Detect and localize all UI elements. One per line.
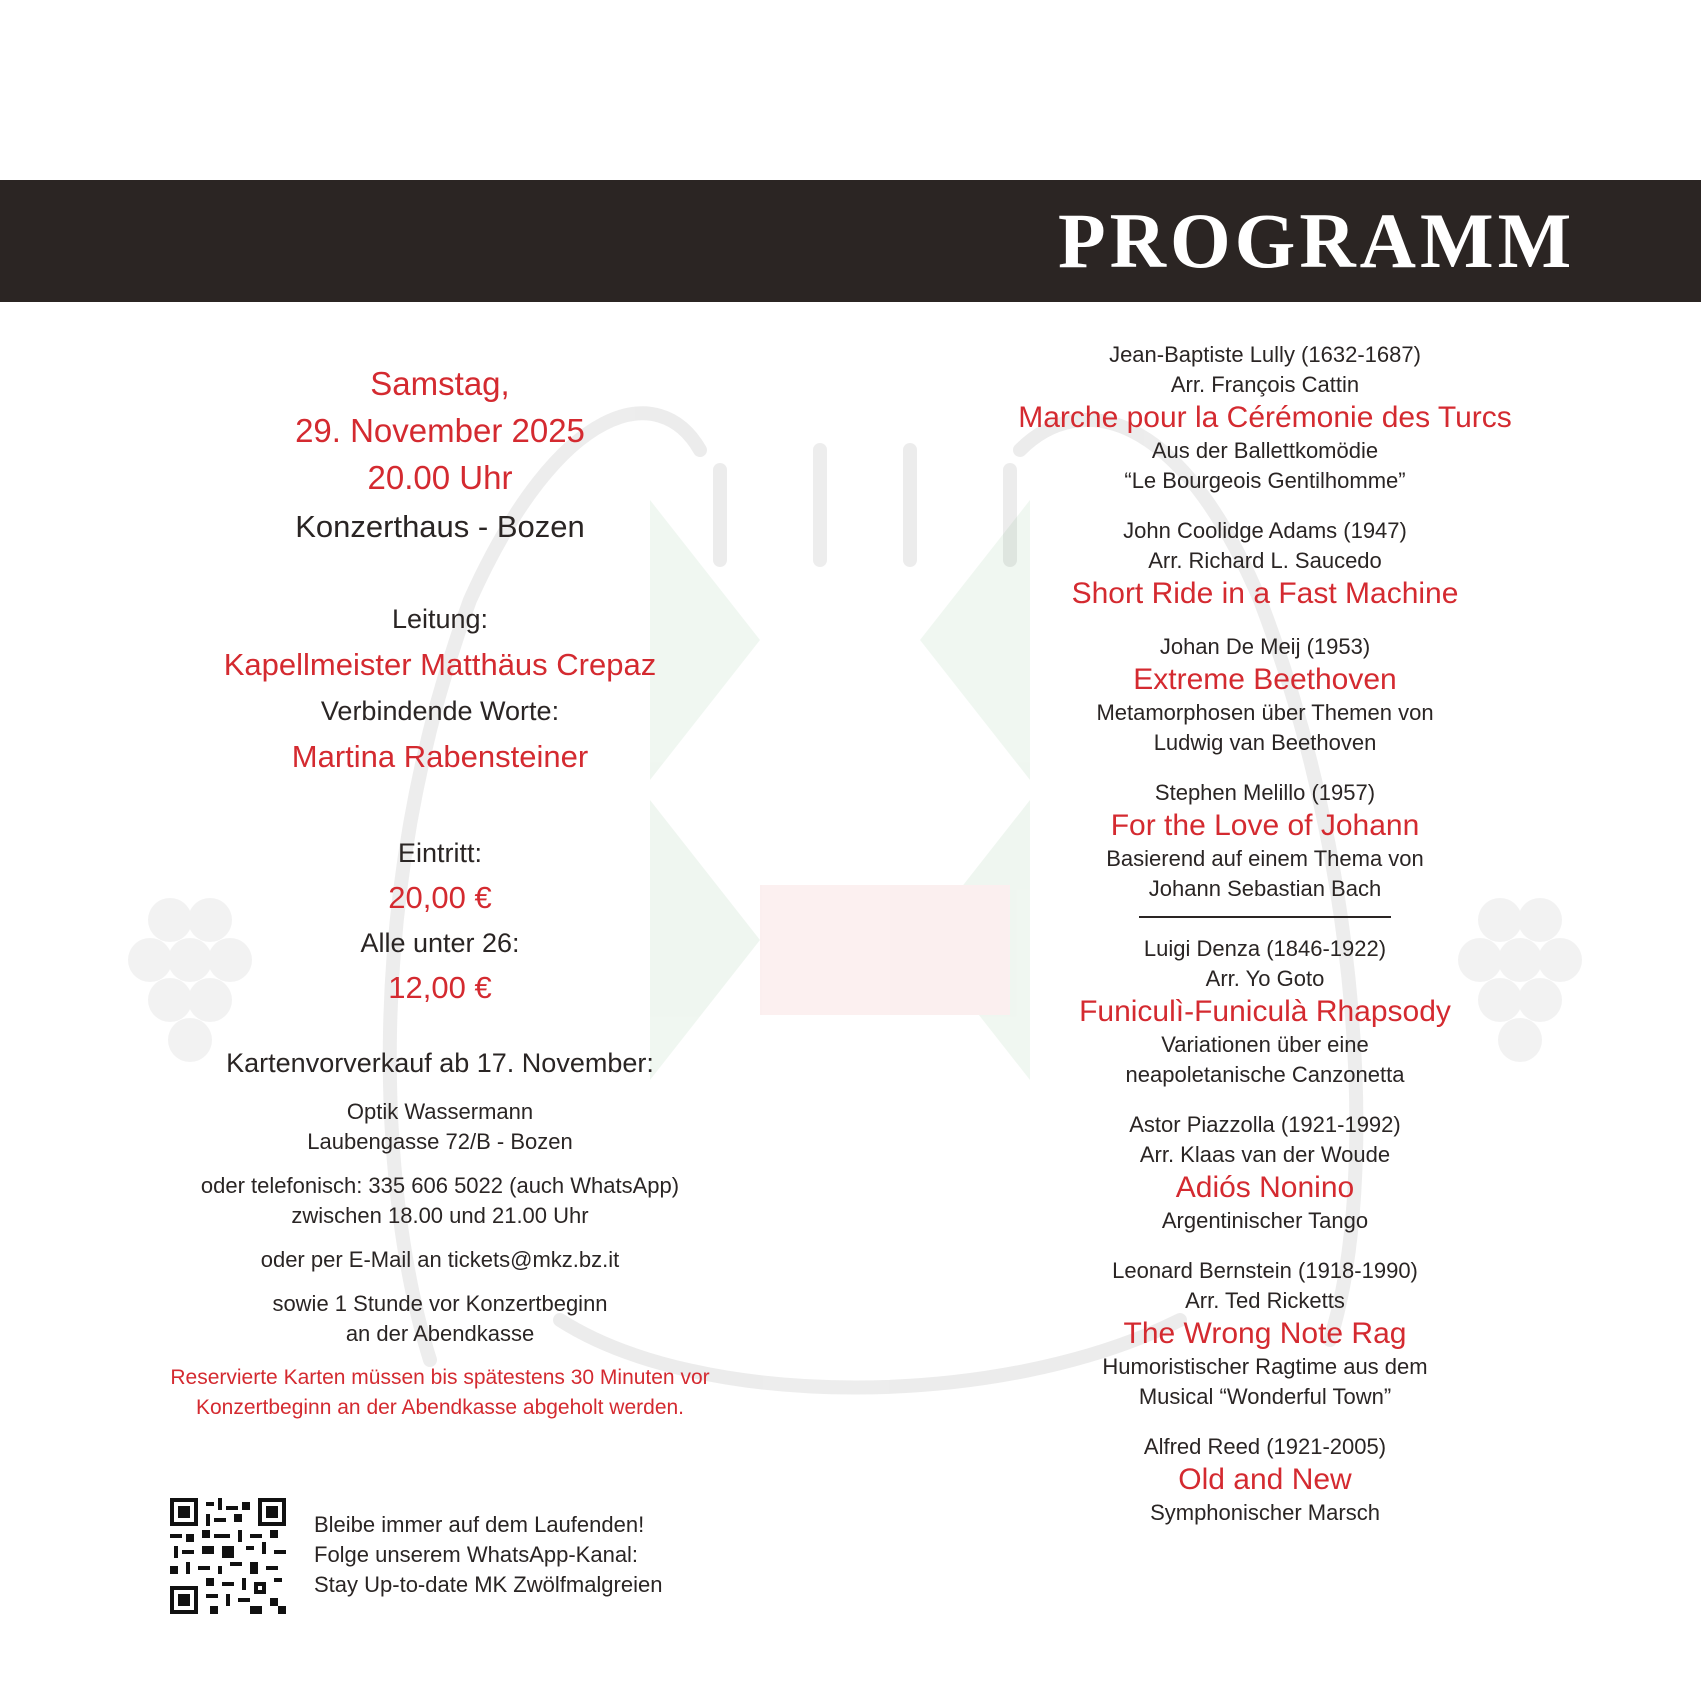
event-venue: Konzerthaus - Bozen	[295, 509, 585, 544]
eintritt-price: 20,00 €	[388, 880, 492, 915]
shop-name: Optik Wassermann	[346, 1099, 534, 1124]
composer: Jean-Baptiste Lully (1632-1687)	[1109, 342, 1421, 367]
composer: Johan De Meij (1953)	[1159, 634, 1371, 659]
piece-description: Aus der Ballettkomödie	[1151, 438, 1379, 463]
leitung-label: Leitung:	[391, 604, 489, 634]
piece-title: Adiós Nonino	[1175, 1171, 1355, 1204]
program-item	[960, 632, 1570, 758]
reserved-notice-line1: Reservierte Karten müssen bis spätestens 30 Minuten vor	[170, 1366, 710, 1389]
piece-title: The Wrong Note Rag	[1123, 1317, 1407, 1350]
shop-address: Laubengasse 72/B - Bozen	[307, 1129, 573, 1154]
email-info: oder per E-Mail an tickets@mkz.bz.it	[260, 1247, 620, 1272]
piece-description: “Le Bourgeois Gentilhomme”	[1124, 468, 1406, 493]
u26-label: Alle unter 26:	[360, 928, 520, 958]
composer: Alfred Reed (1921-2005)	[1143, 1434, 1387, 1459]
piece-description: Humoristischer Ragtime aus dem	[1102, 1354, 1428, 1379]
piece-description: Musical “Wonderful Town”	[1138, 1384, 1392, 1409]
program-item	[960, 1432, 1570, 1528]
presale-label: Kartenvorverkauf ab 17. November:	[226, 1048, 654, 1078]
composer: Stephen Melillo (1957)	[1154, 780, 1376, 805]
worte-name: Martina Rabensteiner	[291, 739, 589, 774]
eintritt-label: Eintritt:	[397, 838, 483, 868]
program-item	[960, 1256, 1570, 1412]
leitung-name: Kapellmeister Matthäus Crepaz	[223, 647, 657, 682]
phone-hours: zwischen 18.00 und 21.00 Uhr	[291, 1203, 589, 1228]
phone-info: oder telefonisch: 335 606 5022 (auch WhatsApp)	[200, 1173, 680, 1198]
composer: Leonard Bernstein (1918-1990)	[1112, 1258, 1418, 1283]
box-office-line2: an der Abendkasse	[345, 1321, 535, 1346]
intermission-divider	[1139, 916, 1391, 918]
arranger: Arr. François Cattin	[1170, 372, 1360, 397]
event-time: 20.00 Uhr	[367, 459, 513, 496]
piece-description: Basierend auf einem Thema von	[1106, 846, 1424, 871]
piece-description: Johann Sebastian Bach	[1148, 876, 1382, 901]
worte-label: Verbindende Worte:	[320, 696, 560, 726]
program-item	[960, 516, 1570, 612]
whatsapp-line2: Folge unserem WhatsApp-Kanal:	[314, 1542, 639, 1567]
piece-description: Symphonischer Marsch	[1150, 1500, 1380, 1525]
piece-description: Ludwig van Beethoven	[1153, 730, 1377, 755]
whatsapp-line1: Bleibe immer auf dem Laufenden!	[314, 1512, 645, 1537]
whatsapp-info	[314, 1510, 734, 1600]
composer: John Coolidge Adams (1947)	[1123, 518, 1407, 543]
composer: Astor Piazzolla (1921-1992)	[1129, 1112, 1401, 1137]
arranger: Arr. Ted Ricketts	[1185, 1288, 1345, 1313]
page-title: PROGRAMM	[1058, 197, 1576, 284]
composer: Luigi Denza (1846-1922)	[1143, 936, 1387, 961]
event-date: 29. November 2025	[295, 412, 585, 449]
piece-title: Marche pour la Cérémonie des Turcs	[1018, 401, 1512, 434]
piece-title: Old and New	[1178, 1463, 1352, 1496]
arranger: Arr. Richard L. Saucedo	[1148, 548, 1382, 573]
piece-title: Funiculì-Funiculà Rhapsody	[1079, 995, 1451, 1028]
qr-code[interactable]	[170, 1498, 286, 1614]
event-day: Samstag,	[370, 365, 510, 402]
piece-title: Extreme Beethoven	[1133, 663, 1397, 696]
arranger: Arr. Yo Goto	[1205, 966, 1325, 991]
piece-title: For the Love of Johann	[1110, 809, 1420, 842]
event-info-column	[140, 360, 740, 1423]
reserved-notice-line2: Konzertbeginn an der Abendkasse abgeholt werden.	[195, 1396, 685, 1419]
u26-price: 12,00 €	[388, 970, 492, 1005]
program-item	[960, 778, 1570, 904]
piece-description: Argentinischer Tango	[1161, 1208, 1369, 1233]
piece-description: Metamorphosen über Themen von	[1096, 700, 1434, 725]
arranger: Arr. Klaas van der Woude	[1139, 1142, 1391, 1167]
program-item	[960, 1110, 1570, 1236]
program-list	[960, 340, 1570, 1528]
piece-description: neapoletanische Canzonetta	[1125, 1062, 1405, 1087]
piece-description: Variationen über eine	[1161, 1032, 1369, 1057]
program-item	[960, 340, 1570, 496]
box-office-line1: sowie 1 Stunde vor Konzertbeginn	[272, 1291, 608, 1316]
program-item	[960, 934, 1570, 1090]
piece-title: Short Ride in a Fast Machine	[1071, 577, 1459, 610]
whatsapp-line3: Stay Up-to-date MK Zwölfmalgreien	[314, 1572, 663, 1597]
